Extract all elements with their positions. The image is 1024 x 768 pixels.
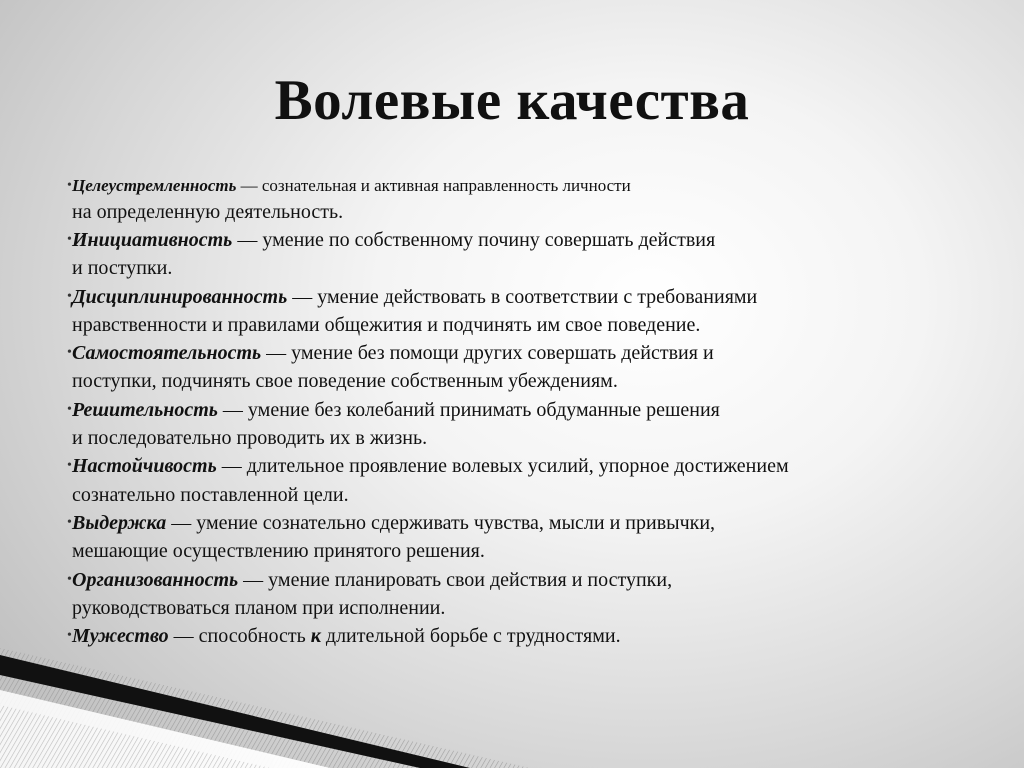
white-band	[0, 690, 330, 768]
bullet-icon: •	[67, 514, 72, 530]
item-definition: — умение сознательно сдерживать чувства, мысли и привычки,	[166, 511, 716, 534]
hatched-lower	[0, 705, 270, 768]
item-line	[72, 283, 972, 311]
list-item	[67, 226, 972, 283]
item-term: Самостоятельность	[72, 342, 262, 365]
bullet-icon: •	[67, 571, 72, 587]
item-definition: — умение без колебаний принимать обдуманные решения	[217, 398, 720, 421]
slide-title: Волевые качества	[274, 69, 750, 132]
item-line: поступки, подчинять свое поведение собственным убеждениям.	[72, 370, 618, 393]
item-definition: — способность	[168, 625, 311, 648]
list-item	[67, 339, 972, 396]
item-line: на определенную деятельность.	[72, 201, 344, 223]
list-item	[67, 283, 972, 340]
bullet-icon: •	[67, 232, 72, 247]
item-line	[72, 396, 972, 424]
bullet-icon: •	[67, 178, 72, 193]
item-term: Дисциплинированность	[72, 285, 288, 308]
list-item	[67, 452, 972, 509]
item-line	[72, 509, 972, 537]
dark-stripe	[0, 655, 470, 768]
item-line: мешающие осуществлению принятого решения.	[72, 540, 485, 563]
item-line	[72, 452, 972, 480]
item-line: нравственности и правилами общежития и подчинять им свое поведение.	[72, 313, 701, 336]
item-definition: — умение действовать в соответствии с требованиями	[287, 285, 758, 308]
list-item	[67, 566, 972, 623]
item-term: Выдержка	[72, 511, 167, 534]
item-definition: — длительное проявление волевых усилий, упорное достижением	[216, 455, 789, 478]
item-line: руководствоваться планом при исполнении.	[72, 596, 446, 619]
list-item	[67, 509, 972, 566]
item-line	[72, 226, 972, 254]
item-line: сознательно поставленной цели.	[72, 483, 349, 506]
bullet-icon: •	[67, 628, 72, 644]
item-definition: — сознательная и активная направленность личности	[236, 176, 631, 195]
item-line: и поступки.	[72, 257, 173, 280]
item-definition: — умение планировать свои действия и поступки,	[238, 568, 673, 591]
list-item	[67, 622, 972, 650]
list-item	[67, 396, 972, 453]
item-term: Организованность	[72, 568, 239, 591]
list-item	[67, 172, 972, 226]
item-line	[72, 566, 972, 594]
item-line	[72, 622, 972, 650]
item-term: Инициативность	[72, 229, 233, 251]
bullet-icon: •	[67, 288, 72, 304]
item-emphasis: к	[310, 625, 321, 648]
item-definition-end: длительной борьбе с трудностями.	[320, 625, 621, 648]
bullet-icon: •	[67, 401, 72, 417]
hatched-band	[0, 648, 530, 768]
qualities-list	[67, 172, 972, 650]
item-definition: — умение без помощи других совершать действия и	[261, 342, 714, 365]
item-line	[72, 339, 972, 367]
item-term: Решительность	[72, 398, 218, 421]
item-line	[72, 172, 972, 199]
item-term: Настойчивость	[72, 455, 217, 478]
item-line: и последовательно проводить их в жизнь.	[72, 427, 428, 450]
item-term: Целеустремленность	[72, 176, 237, 195]
item-term: Мужество	[72, 625, 169, 648]
bullet-icon: •	[67, 345, 72, 361]
item-definition: — умение по собственному почину совершать действия	[232, 229, 716, 251]
bullet-icon: •	[67, 458, 72, 474]
